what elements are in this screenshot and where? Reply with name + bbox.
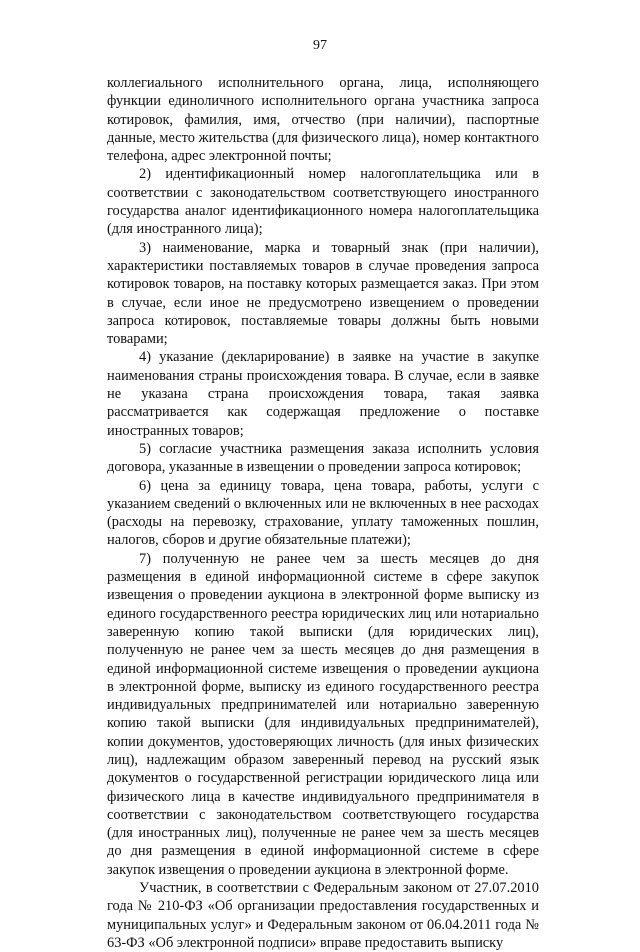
paragraph-item-5: 5) согласие участника размещения заказа исполнить условия договора, указанные в извещении о проведении запроса котировок; — [107, 440, 539, 476]
paragraph-item-2: 2) идентификационный номер налогоплательщика или в соответствии с законодательством соответствующего иностранного государства аналог идентификационного номера налогоплательщика (для иностранного лица); — [107, 166, 539, 238]
paragraph-item-6: 6) цена за единицу товара, цена товара, работы, услуги с указанием сведений о включенных или не включенных в нее расходах (расходы на перевозку, страхование, уплату таможенных пошлин, налогов, сборов и другие обязательные платежи); — [107, 477, 539, 549]
paragraph-continuation: коллегиального исполнительного органа, лица, исполняющего функции единоличного исполнительного органа участника запроса котировок, фамилия, имя, отчество (при наличии), паспортные данные, место жительства (для физического лица), номер контактного телефона, адрес электронной почты; — [107, 75, 539, 165]
body-text — [107, 74, 539, 952]
paragraph-participant: Участник, в соответствии с Федеральным законом от 27.07.2010 года № 210-ФЗ «Об организации предоставления государственных и муниципальных услуг» и Федеральным законом от 06.04.2011 года № 63-ФЗ «Об электронной подписи» вправе предоставить выписку — [107, 880, 539, 951]
page-number: 97 — [313, 38, 327, 53]
paragraph-item-3: 3) наименование, марка и товарный знак (при наличии), характеристики поставляемых товаров в случае проведения запроса котировок товаров, на поставку которых размещается заказ. При этом в случае, если иное не предусмотрено извещением о проведении запроса котировок, поставляемые товары должны быть новыми товарами; — [107, 239, 539, 348]
paragraph-item-4: 4) указание (декларирование) в заявке на участие в закупке наименования страны происхождения товара. В случае, если в заявке не указана страна происхождения товара, такая заявка рассматривается как содержащая предложение о поставке иностранных товаров; — [107, 349, 539, 439]
paragraph-item-7: 7) полученную не ранее чем за шесть месяцев до дня размещения в единой информационной системе в сфере закупок извещения о проведении аукциона в электронной форме выписку из единого государственного реестра юридических лиц или нотариально заверенную копию такой выписки (для юридических лиц), полученную не ранее чем за шесть месяцев до дня размещения в единой информационной системе извещения о проведении аукциона в электронной форме, выписку из единого государственного реестра индивидуальных предпринимателей или нотариально заверенную копию такой выписки (для индивидуальных предпринимателей), копии документов, удостоверяющих личность (для иных физических лиц), надлежащим образом заверенный перевод на русский язык документов о государственной регистрации юридического лица или физического лица в качестве индивидуального предпринимателя в соответствии с законодательством соответствующего государства (для иностранных лиц), полученные не ранее чем за шесть месяцев до дня размещения в единой информационной системе в сфере закупок извещения о проведении аукциона в электронной форме. — [107, 550, 539, 878]
